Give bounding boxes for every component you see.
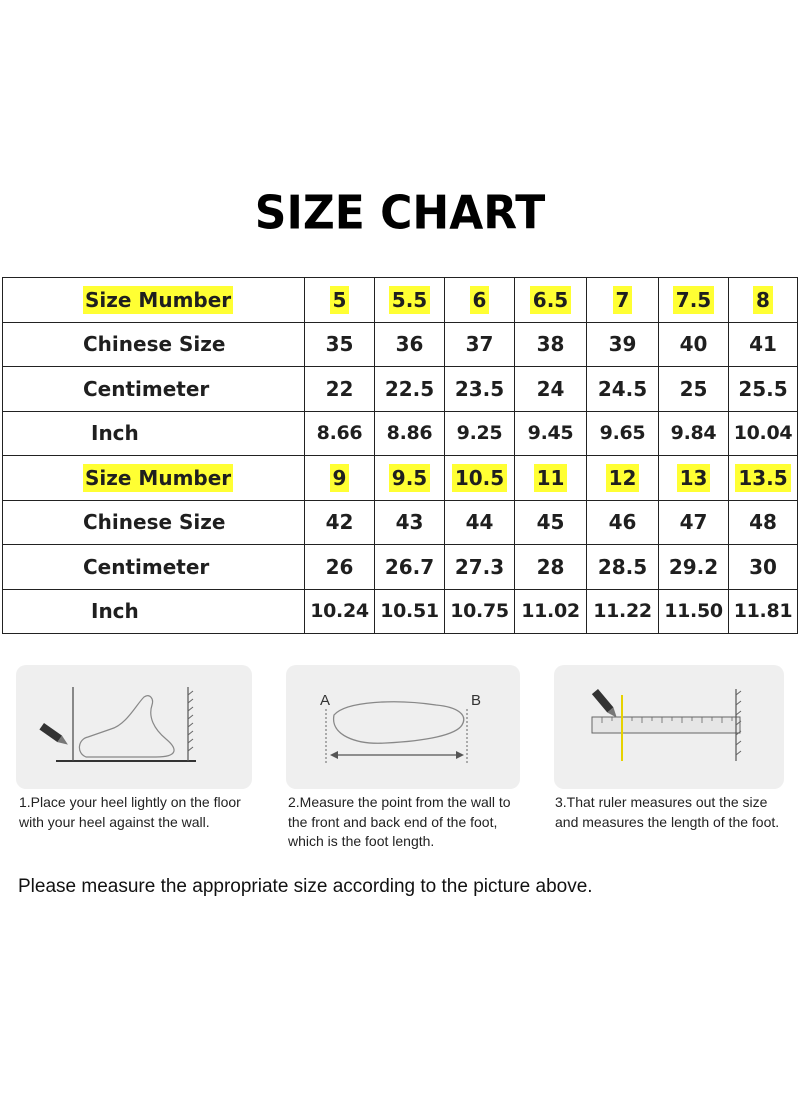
- table-cell: [445, 456, 515, 501]
- cell-value: 10.5: [452, 464, 507, 492]
- heel-against-wall-icon: [16, 665, 252, 789]
- table-cell: [515, 278, 587, 323]
- illustration-ruler: [554, 665, 784, 789]
- table-cell: [445, 322, 515, 367]
- table-row: [3, 322, 798, 367]
- table-row: [3, 589, 798, 634]
- table-cell: [515, 322, 587, 367]
- cell-value: 38: [536, 332, 565, 357]
- cell-value: 13: [677, 464, 711, 492]
- cell-value: 11: [534, 464, 568, 492]
- cell-value: 23.5: [454, 376, 505, 401]
- table-cell: [515, 545, 587, 590]
- cell-value: 11.02: [521, 600, 580, 623]
- table-cell: [305, 545, 375, 590]
- cell-value: 11.22: [593, 600, 652, 623]
- row-label-text: Size Mumber: [85, 287, 232, 312]
- table-cell: [587, 367, 659, 412]
- cell-value: 13.5: [735, 464, 790, 492]
- label-b: B: [471, 692, 482, 709]
- cell-value: 7.5: [673, 286, 714, 314]
- table-cell: [729, 322, 798, 367]
- cell-value: 45: [536, 510, 565, 535]
- cell-value: 26.7: [384, 554, 435, 579]
- table-cell: [729, 411, 798, 456]
- table-cell: [659, 500, 729, 545]
- table-cell: [305, 589, 375, 634]
- table-cell: [305, 322, 375, 367]
- caption-step-2: 2.Measure the point from the wall to the front and back end of the foot, which is the foot length.: [288, 794, 511, 849]
- table-cell: [659, 456, 729, 501]
- caption-step-1: 1.Place your heel lightly on the floor with your heel against the wall.: [19, 794, 241, 830]
- table-row: [3, 278, 798, 323]
- cell-value: 37: [465, 332, 494, 357]
- table-cell: [587, 411, 659, 456]
- table-cell: [659, 545, 729, 590]
- table-cell: [515, 500, 587, 545]
- cell-value: 36: [395, 332, 424, 357]
- cell-value: 46: [608, 510, 637, 535]
- cell-value: 9.25: [456, 422, 503, 445]
- table-row: [3, 545, 798, 590]
- table-row: [3, 456, 798, 501]
- cell-value: 9.5: [389, 464, 430, 492]
- table-cell: [445, 411, 515, 456]
- table-cell: [445, 545, 515, 590]
- row-label: [3, 367, 305, 412]
- table-cell: [729, 456, 798, 501]
- cell-value: 44: [465, 510, 494, 535]
- row-label: [3, 322, 305, 367]
- cell-value: 48: [749, 510, 777, 535]
- table-cell: [587, 322, 659, 367]
- cell-value: 27.3: [454, 554, 505, 579]
- cell-value: 28.5: [597, 554, 648, 579]
- table-cell: [305, 456, 375, 501]
- table-row: [3, 500, 798, 545]
- table-cell: [375, 411, 445, 456]
- table-cell: [659, 589, 729, 634]
- cell-value: 6.5: [530, 286, 571, 314]
- table-cell: [729, 367, 798, 412]
- cell-value: 30: [749, 554, 777, 579]
- caption-step-3: 3.That ruler measures out the size and measures the length of the foot.: [555, 794, 780, 830]
- table-row: [3, 411, 798, 456]
- cell-value: 9.45: [527, 422, 574, 445]
- table-cell: [587, 456, 659, 501]
- foot-length-ab-icon: [286, 665, 520, 789]
- row-label-text: Chinese Size: [83, 332, 226, 357]
- table-cell: [729, 278, 798, 323]
- row-label: [3, 545, 305, 590]
- cell-value: 11.81: [733, 600, 793, 623]
- table-cell: [375, 589, 445, 634]
- cell-value: 24: [536, 376, 565, 401]
- measure-note: Please measure the appropriate size according to the picture above.: [18, 876, 593, 897]
- label-a: A: [320, 692, 331, 709]
- cell-value: 39: [608, 332, 637, 357]
- table-cell: [305, 500, 375, 545]
- table-cell: [445, 367, 515, 412]
- table-cell: [445, 500, 515, 545]
- row-label: [3, 411, 305, 456]
- cell-value: 10.75: [450, 600, 509, 623]
- cell-value: 8.86: [386, 422, 433, 445]
- cell-value: 9: [330, 464, 350, 492]
- cell-value: 25: [679, 376, 708, 401]
- table-cell: [515, 589, 587, 634]
- cell-value: 35: [325, 332, 354, 357]
- table-cell: [659, 322, 729, 367]
- cell-value: 29.2: [668, 554, 719, 579]
- illustration-heel-wall: [16, 665, 252, 789]
- size-chart-table: [2, 277, 798, 634]
- table-cell: [587, 545, 659, 590]
- row-label: [3, 278, 305, 323]
- cell-value: 5: [330, 286, 350, 314]
- cell-value: 41: [749, 332, 777, 357]
- table-cell: [659, 367, 729, 412]
- table-cell: [375, 278, 445, 323]
- cell-value: 42: [325, 510, 354, 535]
- table-cell: [515, 367, 587, 412]
- cell-value: 7: [613, 286, 633, 314]
- table-cell: [375, 367, 445, 412]
- table-cell: [305, 367, 375, 412]
- cell-value: 28: [536, 554, 565, 579]
- cell-value: 47: [679, 510, 708, 535]
- table-cell: [729, 500, 798, 545]
- cell-value: 11.50: [664, 600, 723, 623]
- row-label: [3, 456, 305, 501]
- table-cell: [515, 456, 587, 501]
- table-cell: [729, 589, 798, 634]
- table-cell: [659, 278, 729, 323]
- table-cell: [445, 589, 515, 634]
- cell-value: 43: [395, 510, 424, 535]
- cell-value: 6: [470, 286, 490, 314]
- table-cell: [729, 545, 798, 590]
- row-label-text: Inch: [91, 599, 139, 624]
- cell-value: 26: [325, 554, 354, 579]
- cell-value: 22: [325, 376, 354, 401]
- row-label: [3, 589, 305, 634]
- cell-value: 10.04: [733, 422, 793, 445]
- table-cell: [659, 411, 729, 456]
- table-cell: [445, 278, 515, 323]
- cell-value: 24.5: [597, 376, 648, 401]
- cell-value: 8.66: [316, 422, 363, 445]
- cell-value: 5.5: [389, 286, 430, 314]
- table-cell: [375, 456, 445, 501]
- cell-value: 40: [679, 332, 708, 357]
- row-label-text: Size Mumber: [85, 465, 232, 490]
- row-label-text: Chinese Size: [83, 510, 226, 535]
- cell-value: 10.24: [310, 600, 369, 623]
- table-cell: [375, 500, 445, 545]
- row-label: [3, 500, 305, 545]
- cell-value: 12: [606, 464, 640, 492]
- row-label-text: Centimeter: [83, 554, 210, 579]
- table-cell: [375, 322, 445, 367]
- table-cell: [515, 411, 587, 456]
- table-cell: [587, 500, 659, 545]
- table-cell: [305, 411, 375, 456]
- cell-value: 22.5: [384, 376, 435, 401]
- table-cell: [305, 278, 375, 323]
- row-label-text: Centimeter: [83, 376, 210, 401]
- ruler-measure-icon: [554, 665, 784, 789]
- table-cell: [375, 545, 445, 590]
- page-title: SIZE CHART: [254, 186, 546, 241]
- illustration-foot-length: [286, 665, 520, 789]
- table-row: [3, 367, 798, 412]
- table-cell: [587, 278, 659, 323]
- cell-value: 8: [753, 286, 773, 314]
- cell-value: 9.65: [599, 422, 646, 445]
- cell-value: 10.51: [380, 600, 439, 623]
- cell-value: 9.84: [670, 422, 717, 445]
- row-label-text: Inch: [91, 421, 139, 446]
- cell-value: 25.5: [738, 376, 788, 401]
- table-cell: [587, 589, 659, 634]
